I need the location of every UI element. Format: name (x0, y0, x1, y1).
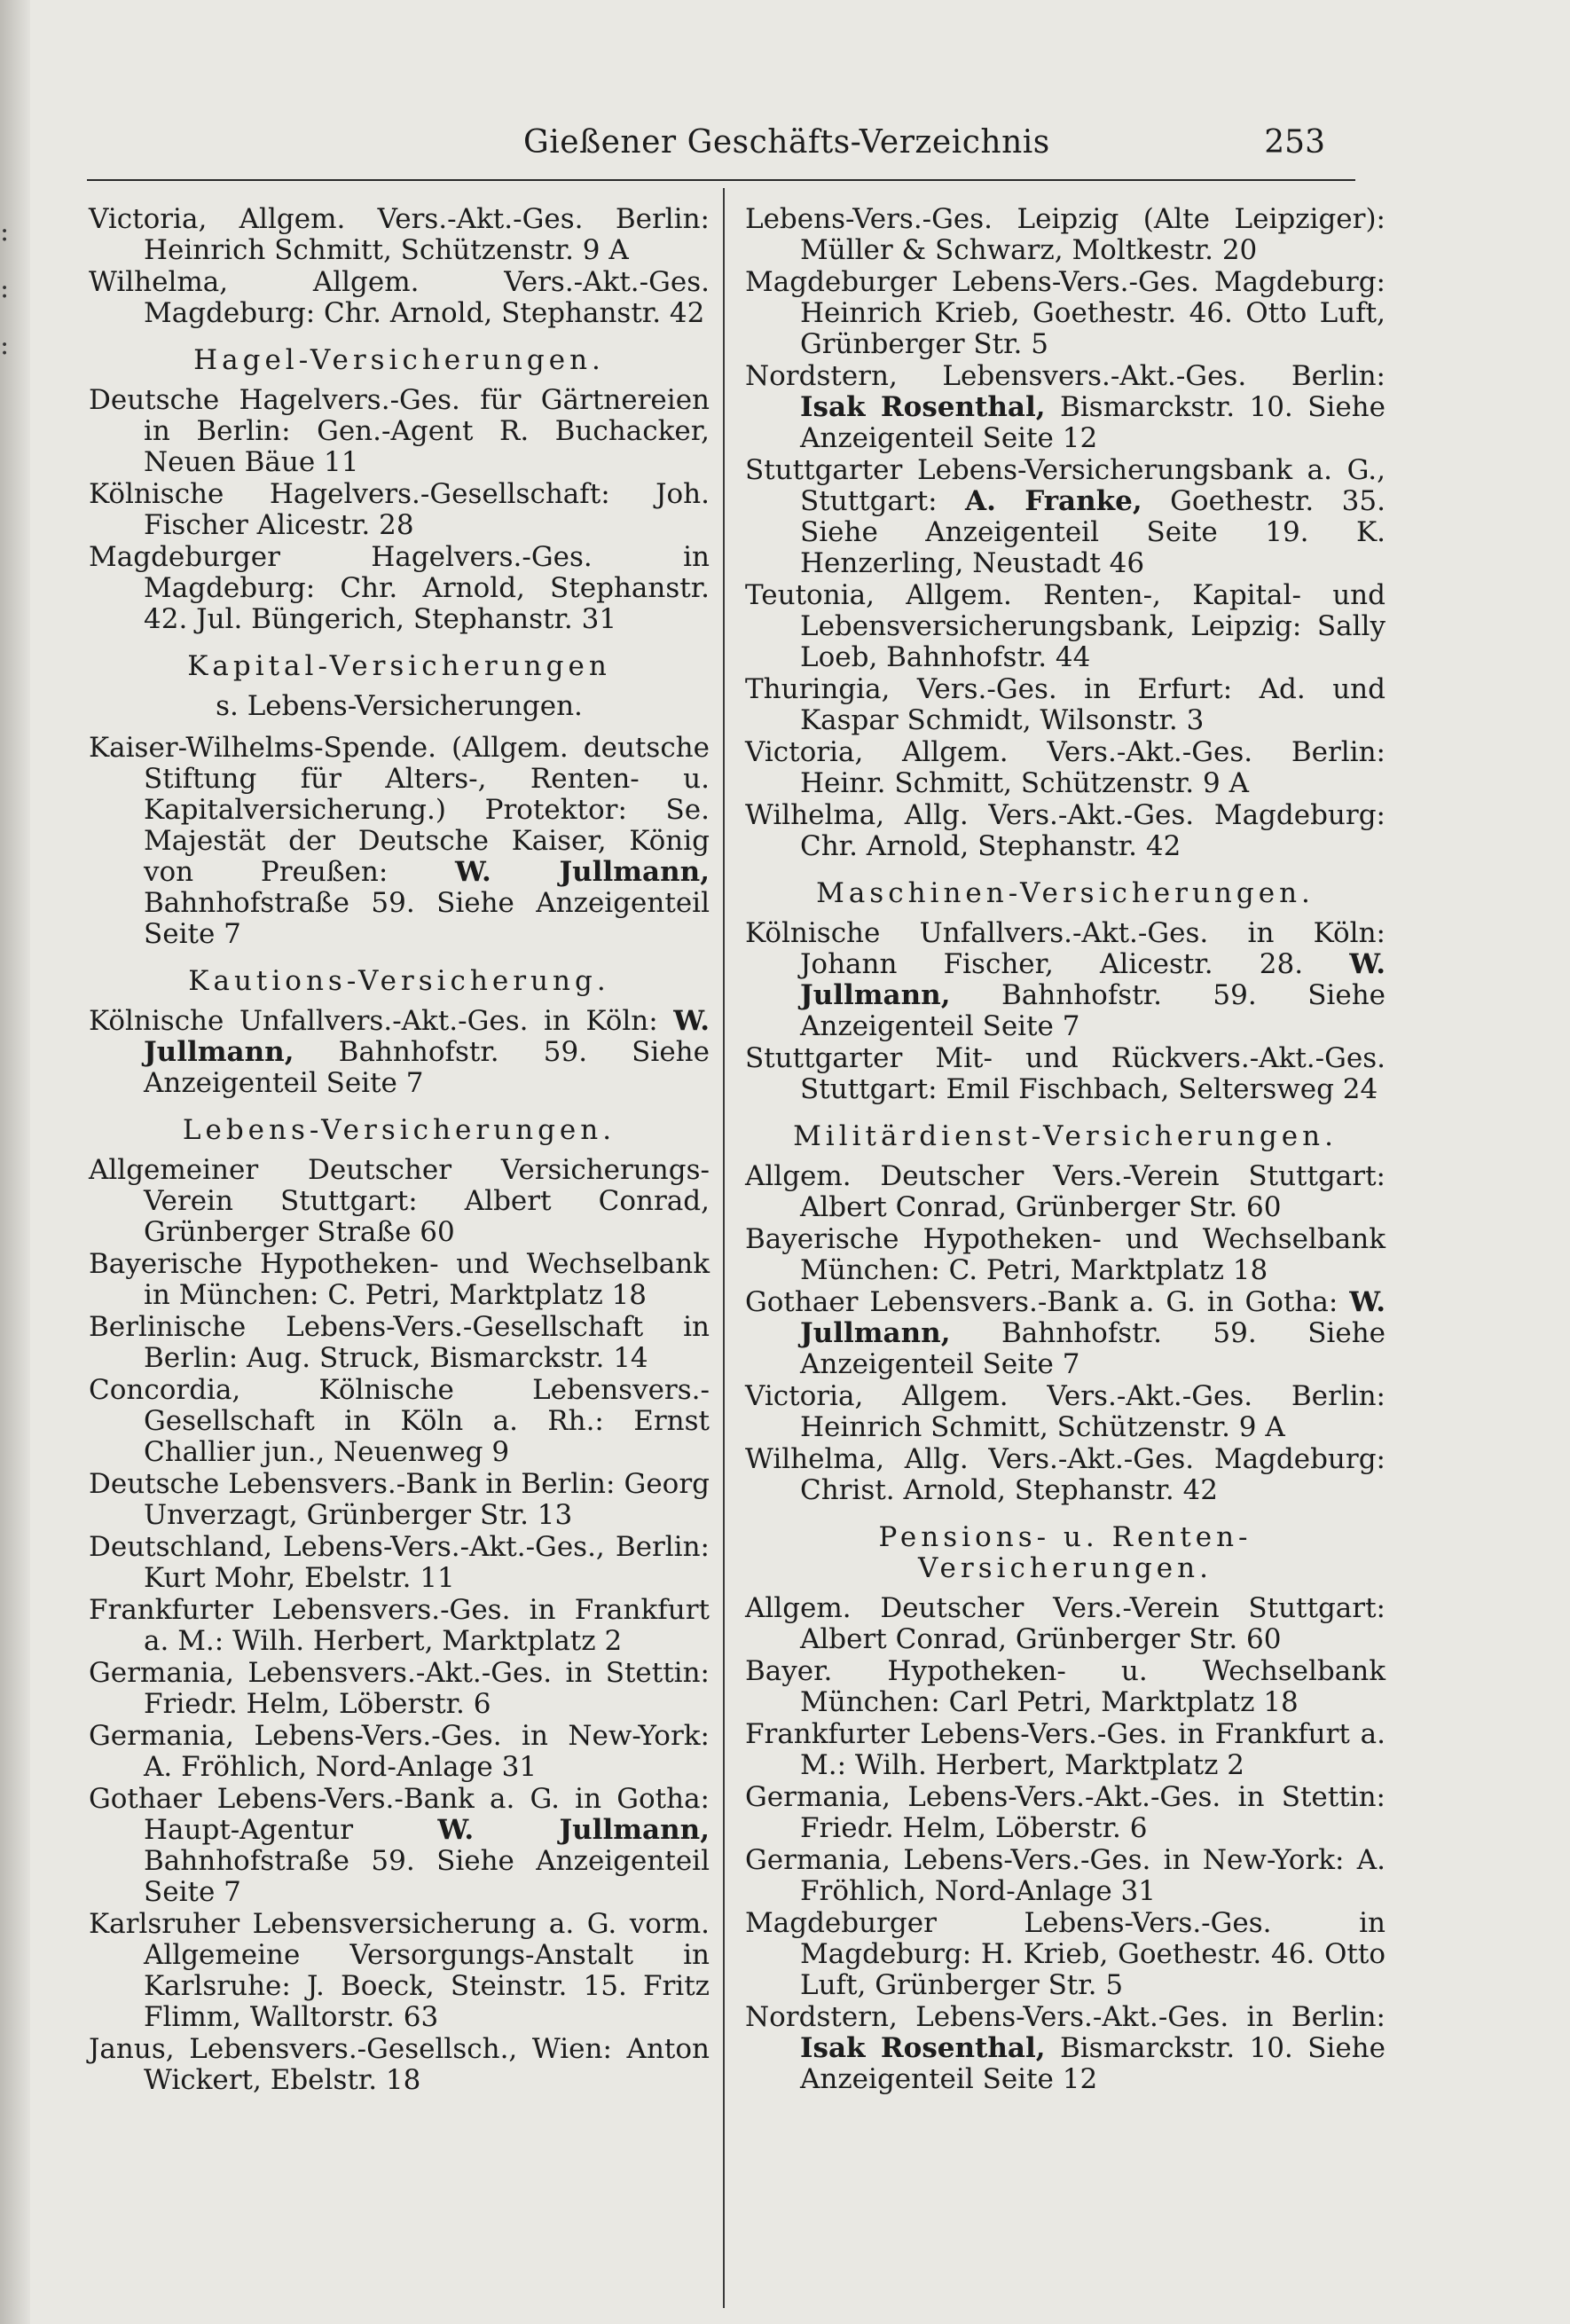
entry-text: Deutsche Lebensvers.-Bank in Berlin: Georg Unverzagt, Grünberger Str. 13 (89, 1468, 710, 1531)
directory-entry (745, 800, 1386, 862)
section-heading: Pensions- u. Renten-Versicherungen. (878, 1521, 1252, 1584)
directory-entry (745, 1656, 1386, 1718)
directory-entry (745, 1845, 1386, 1907)
entry-text: Thuringia, Vers.-Ges. in Erfurt: Ad. und Kaspar Schmidt, Wilsonstr. 3 (745, 673, 1386, 736)
entry-text: Gothaer Lebensvers.-Bank a. G. in Gotha: (745, 1286, 1338, 1318)
directory-entry (745, 580, 1386, 673)
entry-text: Stuttgarter Mit- und Rückvers.-Akt.-Ges. Stuttgart: Emil Fischbach, Seltersweg 24 (745, 1042, 1386, 1105)
entry-text: Deutsche Hagelvers.-Ges. für Gärtnereien in Berlin: Gen.-Agent R. Buchacker, Neuen Bäue 11 (89, 384, 710, 478)
directory-entry (745, 1043, 1386, 1105)
entry-text: Germania, Lebens-Vers.-Ges. in New-York: A. Fröhlich, Nord-Anlage 31 (745, 1844, 1386, 1907)
directory-entry (89, 1909, 710, 2033)
agent-name: W. Jullmann, (800, 1286, 1386, 1349)
entry-text: Allgemeiner Deutscher Versicherungs-Verein Stuttgart: Albert Conrad, Grünberger Straße 60 (89, 1154, 710, 1248)
directory-entry (745, 918, 1386, 1042)
directory-entry (89, 2034, 710, 2096)
directory-entry (89, 1784, 710, 1908)
entry-text: Germania, Lebensvers.-Akt.-Ges. in Stettin: Friedr. Helm, Löberstr. 6 (89, 1657, 710, 1720)
entry-text: Teutonia, Allgem. Renten-, Kapital- und Lebensversicherungsbank, Leipzig: Sally Loeb, Bahnhofstr. 44 (745, 579, 1386, 673)
running-header: Gießener Geschäfts-Verzeichnis (523, 124, 1050, 161)
directory-entry (745, 267, 1386, 360)
directory-entry (745, 204, 1386, 266)
entry-address: Bahnhofstraße 59. Siehe Anzeigenteil Seite 7 (144, 887, 710, 950)
directory-entry (745, 1224, 1386, 1286)
directory-entry (89, 479, 710, 541)
page-number: 253 (1264, 124, 1325, 161)
entry-text: Kölnische Hagelvers.-Gesellschaft: Joh. Fischer Alicestr. 28 (89, 478, 710, 541)
directory-entry (745, 1381, 1386, 1443)
directory-entry (89, 1532, 710, 1594)
directory-entry (745, 1287, 1386, 1380)
entry-text: Gothaer Lebens-Vers.-Bank a. G. in Gotha: Haupt-Agentur (89, 1783, 710, 1846)
directory-entry (89, 1006, 710, 1099)
agent-name: W. Jullmann, (144, 1005, 710, 1068)
directory-entry (89, 204, 710, 266)
section-heading: Maschinen-Versicherungen. (816, 877, 1315, 909)
agent-name: W. Jullmann, (437, 1814, 710, 1846)
entry-text: Kölnische Unfallvers.-Akt.-Ges. in Köln: Johann Fischer, Alicestr. 28. (745, 917, 1386, 980)
entry-text: Victoria, Allgem. Vers.-Akt.-Ges. Berlin: Heinr. Schmitt, Schützenstr. 9 A (745, 736, 1386, 799)
directory-entry (745, 1908, 1386, 2001)
entry-address: Bahnhofstr. 59. Siehe Anzeigenteil Seite 7 (800, 979, 1386, 1042)
entry-text: Lebens-Vers.-Ges. Leipzig (Alte Leipziger): Müller & Schwarz, Moltkestr. 20 (745, 203, 1386, 266)
right-column (745, 204, 1386, 2096)
section-heading: Kautions-Versicherung. (188, 965, 610, 997)
directory-entry (89, 385, 710, 478)
directory-entry (745, 674, 1386, 736)
directory-entry (89, 1375, 710, 1468)
agent-name: Isak Rosenthal, (800, 391, 1046, 423)
entry-text: Magdeburger Hagelvers.-Ges. in Magdeburg: Chr. Arnold, Stephanstr. 42. Jul. Büngerich, Stephanstr. 31 (89, 541, 710, 635)
directory-entry (89, 1249, 710, 1311)
entry-text: Janus, Lebensvers.-Gesellsch., Wien: Anton Wickert, Ebelstr. 18 (89, 2033, 710, 2096)
entry-text: Stuttgarter Lebens-Versicherungsbank a. G., Stuttgart: (745, 454, 1386, 517)
entry-text: Allgem. Deutscher Vers.-Verein Stuttgart: Albert Conrad, Grünberger Str. 60 (745, 1160, 1386, 1223)
directory-entry (745, 737, 1386, 799)
directory-entry (89, 733, 710, 950)
entry-text: Allgem. Deutscher Vers.-Verein Stuttgart: Albert Conrad, Grünberger Str. 60 (745, 1592, 1386, 1655)
directory-entry (745, 455, 1386, 579)
directory-entry (89, 542, 710, 635)
margin-mark: : (0, 216, 10, 247)
column-divider (723, 188, 725, 2308)
left-column (89, 204, 710, 2097)
entry-text: Germania, Lebens-Vers.-Akt.-Ges. in Stettin: Friedr. Helm, Löberstr. 6 (745, 1781, 1386, 1844)
section-heading: Kapital-Versicherungen (187, 650, 611, 682)
entry-text: Victoria, Allgem. Vers.-Akt.-Ges. Berlin: Heinrich Schmitt, Schützenstr. 9 A (745, 1380, 1386, 1443)
directory-entry (89, 1155, 710, 1248)
entry-text: Wilhelma, Allgem. Vers.-Akt.-Ges. Magdeburg: Chr. Arnold, Stephanstr. 42 (89, 266, 710, 329)
entry-text: Berlinische Lebens-Vers.-Gesellschaft in Berlin: Aug. Struck, Bismarckstr. 14 (89, 1311, 710, 1374)
entry-text: Magdeburger Lebens-Vers.-Ges. Magdeburg: Heinrich Krieb, Goethestr. 46. Otto Luft, Grünberger Str. 5 (745, 266, 1386, 360)
entry-address: Goethestr. 35. Siehe Anzeigenteil Seite 19. K. Henzerling, Neustadt 46 (800, 485, 1386, 579)
cross-reference: s. Lebens-Versicherungen. (216, 690, 583, 722)
entry-text: Germania, Lebens-Vers.-Ges. in New-York: A. Fröhlich, Nord-Anlage 31 (89, 1720, 710, 1783)
entry-text: Magdeburger Lebens-Vers.-Ges. in Magdeburg: H. Krieb, Goethestr. 46. Otto Luft, Grünberger Str. 5 (745, 1907, 1386, 2001)
entry-text: Concordia, Kölnische Lebensvers.-Gesellschaft in Köln a. Rh.: Ernst Challier jun., Neuenweg 9 (89, 1374, 710, 1468)
entry-text: Kölnische Unfallvers.-Akt.-Ges. in Köln: (89, 1005, 658, 1037)
directory-entry (89, 1658, 710, 1720)
entry-text: Frankfurter Lebensvers.-Ges. in Frankfurt a. M.: Wilh. Herbert, Marktplatz 2 (89, 1594, 710, 1657)
entry-text: Wilhelma, Allg. Vers.-Akt.-Ges. Magdeburg: Chr. Arnold, Stephanstr. 42 (745, 799, 1386, 862)
directory-entry (89, 267, 710, 329)
directory-entry (745, 1719, 1386, 1781)
entry-address: Bismarckstr. 10. Siehe Anzeigenteil Seite 12 (800, 391, 1386, 454)
agent-name: Isak Rosenthal, (800, 2032, 1046, 2064)
entry-text: Bayerische Hypotheken- und Wechselbank München: C. Petri, Marktplatz 18 (745, 1223, 1386, 1286)
entry-text: Deutschland, Lebens-Vers.-Akt.-Ges., Berlin: Kurt Mohr, Ebelstr. 11 (89, 1531, 710, 1594)
directory-entry (89, 1312, 710, 1374)
entry-text: Karlsruher Lebensversicherung a. G. vorm. Allgemeine Versorgungs-Anstalt in Karlsruhe: J. Boeck, Steinstr. 15. Fritz Flimm, Walltorstr. 63 (89, 1908, 710, 2033)
directory-entry (89, 1595, 710, 1657)
entry-text: Wilhelma, Allg. Vers.-Akt.-Ges. Magdeburg: Christ. Arnold, Stephanstr. 42 (745, 1443, 1386, 1506)
agent-name: W. Jullmann, (455, 856, 710, 888)
entry-text: Nordstern, Lebensvers.-Akt.-Ges. Berlin: (745, 360, 1386, 392)
directory-entry (745, 1593, 1386, 1655)
directory-entry (745, 361, 1386, 454)
entry-address: Bahnhofstr. 59. Siehe Anzeigenteil Seite 7 (144, 1036, 710, 1099)
directory-entry (89, 1721, 710, 1783)
header-rule (87, 179, 1355, 181)
directory-entry (745, 1782, 1386, 1844)
directory-entry (89, 1469, 710, 1531)
entry-text: Frankfurter Lebens-Vers.-Ges. in Frankfurt a. M.: Wilh. Herbert, Marktplatz 2 (745, 1718, 1386, 1781)
section-heading: Hagel-Versicherungen. (193, 344, 605, 376)
entry-text: Kaiser-Wilhelms-Spende. (Allgem. deutsche Stiftung für Alters-, Renten- u. Kapitalversicherung.) Protektor: Se. Majestät der Deutsche Kaiser, König von Preußen: (89, 732, 710, 888)
entry-address: Bismarckstr. 10. Siehe Anzeigenteil Seite 12 (800, 2032, 1386, 2095)
margin-mark: : (0, 273, 10, 304)
entry-address: Bahnhofstraße 59. Siehe Anzeigenteil Seite 7 (144, 1845, 710, 1908)
entry-text: Victoria, Allgem. Vers.-Akt.-Ges. Berlin: Heinrich Schmitt, Schützenstr. 9 A (89, 203, 710, 266)
directory-entry (745, 1161, 1386, 1223)
directory-entry (745, 1444, 1386, 1506)
directory-entry (745, 2002, 1386, 2095)
section-heading: Lebens-Versicherungen. (182, 1114, 616, 1146)
section-heading: Militärdienst-Versicherungen. (793, 1120, 1338, 1152)
agent-name: A. Franke, (965, 485, 1142, 517)
entry-text: Bayer. Hypotheken- u. Wechselbank München: Carl Petri, Marktplatz 18 (745, 1655, 1386, 1718)
margin-marks (0, 204, 9, 374)
entry-address: Bahnhofstr. 59. Siehe Anzeigenteil Seite 7 (800, 1317, 1386, 1380)
margin-mark: : (0, 330, 10, 361)
agent-name: W. Jullmann, (800, 948, 1386, 1011)
entry-text: Nordstern, Lebens-Vers.-Akt.-Ges. in Berlin: (745, 2001, 1386, 2033)
entry-text: Bayerische Hypotheken- und Wechselbank in München: C. Petri, Marktplatz 18 (89, 1248, 710, 1311)
